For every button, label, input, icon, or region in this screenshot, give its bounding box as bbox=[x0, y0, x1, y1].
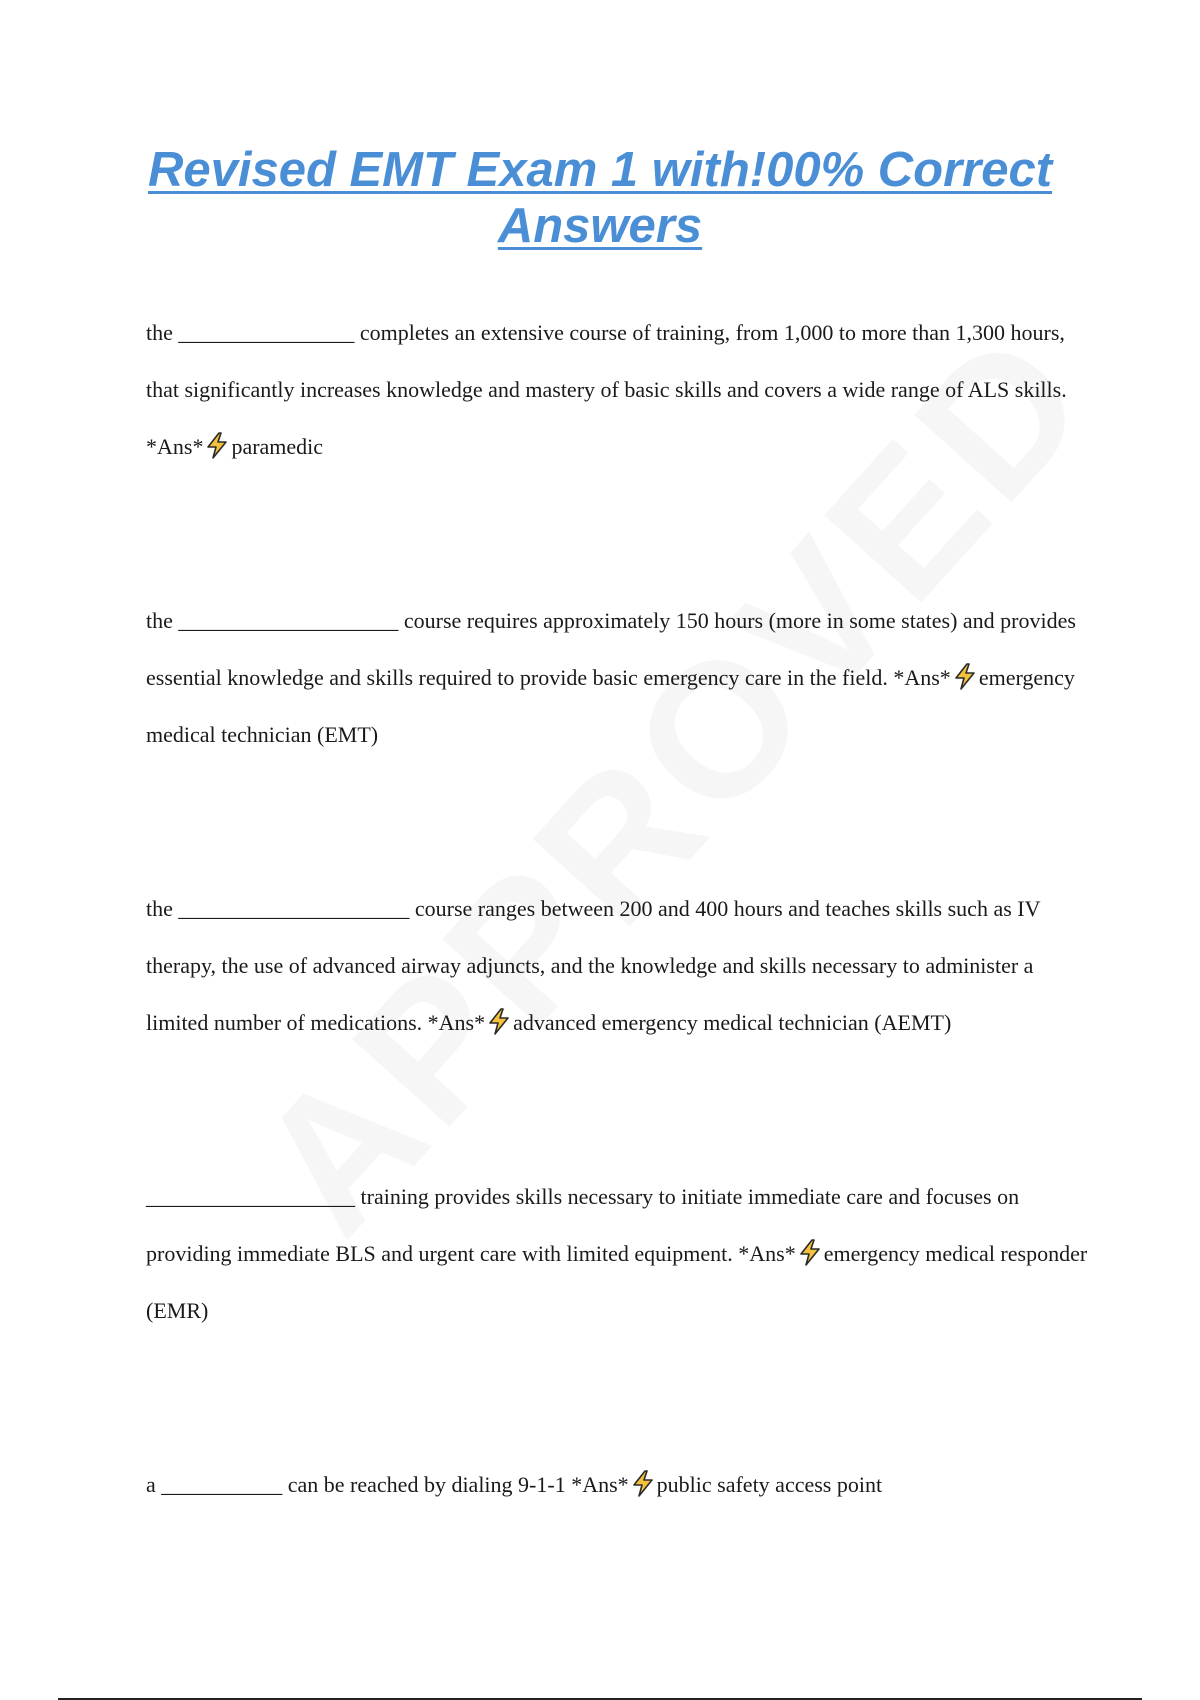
answer-marker: *Ans* bbox=[893, 665, 951, 690]
page-title: Revised EMT Exam 1 with!00% Correct Answers bbox=[147, 143, 1053, 253]
answer-marker: *Ans* bbox=[738, 1241, 796, 1266]
lightning-bolt-icon bbox=[797, 1239, 823, 1266]
question-item bbox=[146, 1456, 1098, 1513]
answer-marker: *Ans* bbox=[146, 434, 204, 459]
question-text: the _____________________ course ranges between 200 and 400 hours and teaches skills such as IV therapy, the use of advanced airway adjuncts, and the knowledge and skills necessary to administer a limited number of medications. bbox=[146, 896, 1041, 1035]
lightning-bolt-icon bbox=[486, 1008, 512, 1035]
lightning-bolt-icon bbox=[630, 1470, 656, 1497]
answer-text: paramedic bbox=[231, 434, 324, 459]
question-item bbox=[146, 880, 1098, 1051]
question-text: a ___________ can be reached by dialing 9-1-1 bbox=[146, 1472, 566, 1497]
question-text: the ____________________ course requires approximately 150 hours (more in some states) and provides essential knowledge and skills required to provide basic emergency care in the field. bbox=[146, 608, 1076, 690]
answer-marker: *Ans* bbox=[427, 1010, 486, 1035]
answer-text: public safety access point bbox=[656, 1472, 883, 1497]
question-list bbox=[146, 304, 1098, 1630]
question-item bbox=[146, 592, 1098, 763]
answer-text: advanced emergency medical technician (AEMT) bbox=[513, 1010, 952, 1035]
question-item bbox=[146, 304, 1098, 475]
question-text: the ________________ completes an extensive course of training, from 1,000 to more than 1,300 hours, that significantly increases knowledge and mastery of basic skills and covers a wide range of ALS skills. bbox=[146, 320, 1067, 402]
lightning-bolt-icon bbox=[204, 432, 230, 459]
answer-text: emergency medical responder (EMR) bbox=[146, 1241, 1088, 1323]
lightning-bolt-icon bbox=[952, 663, 978, 690]
answer-marker: *Ans* bbox=[571, 1472, 629, 1497]
question-item bbox=[146, 1168, 1098, 1339]
question-text: ___________________ training provides skills necessary to initiate immediate care and focuses on providing immediate BLS and urgent care with limited equipment. bbox=[146, 1184, 1020, 1266]
answer-text: emergency medical technician (EMT) bbox=[146, 665, 1075, 747]
